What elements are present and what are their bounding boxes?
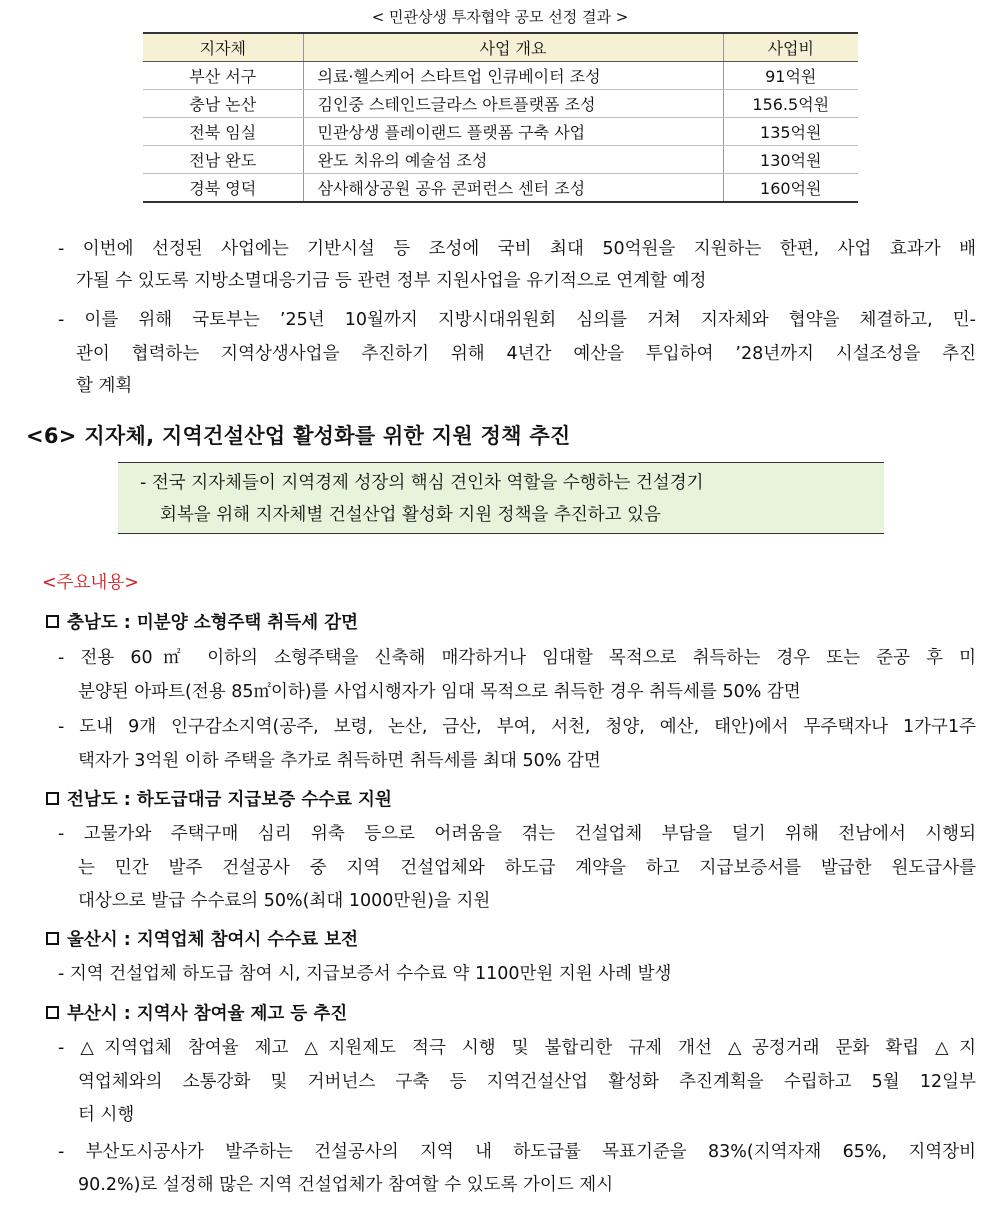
- bullet-line: - 이를 위해 국토부는 ’25년 10월까지 지방시대위원회 심의를 거쳐 지자체와 협약을 체결하고, 민-: [58, 310, 976, 330]
- summary-box: [118, 462, 884, 534]
- subheading-busan: [46, 1000, 347, 1025]
- bullet-line: 역업체와의 소통강화 및 거버넌스 구축 등 지역건설산업 활성화 추진계획을 수립하고 5월 12일부: [78, 1072, 976, 1092]
- checkbox-square-icon: [46, 792, 59, 805]
- cell-summary: 완도 치유의 예술섬 조성: [303, 146, 723, 174]
- bullet-line: - 도내 9개 인구감소지역(공주, 보령, 논산, 금산, 부여, 서천, 청양, 예산, 태안)에서 무주택자나 1가구1주: [58, 717, 976, 737]
- main-content-label: <주요내용>: [42, 573, 139, 593]
- cell-summary: 김인중 스테인드글라스 아트플랫폼 조성: [303, 90, 723, 118]
- bullet-line: 분양된 아파트(전용 85㎡이하)를 사업시행자가 임대 목적으로 취득한 경우 취득세를 50% 감면: [78, 682, 801, 702]
- header-summary: 사업 개요: [303, 33, 723, 62]
- bullet-line: - 고물가와 주택구매 심리 위축 등으로 어려움을 겪는 건설업체 부담을 덜기 위해 전남에서 시행되: [58, 824, 976, 844]
- cell-region: 충남 논산: [143, 90, 303, 118]
- cell-region: 전북 임실: [143, 118, 303, 146]
- table-caption: < 민관상생 투자협약 공모 선정 결과 >: [371, 8, 629, 26]
- bullet-line: 택자가 3억원 이하 주택을 추가로 취득하면 취득세를 최대 50% 감면: [78, 751, 601, 771]
- header-budget: 사업비: [723, 33, 858, 62]
- subheading-text: 전남도 : 하도급대금 지급보증 수수료 지원: [67, 790, 392, 810]
- table-row: [143, 146, 858, 174]
- selection-result-table: [143, 32, 858, 203]
- header-region: 지자체: [143, 33, 303, 62]
- bullet-line: 할 계획: [76, 376, 133, 396]
- checkbox-square-icon: [46, 1006, 59, 1019]
- subheading-text: 충남도 : 미분양 소형주택 취득세 감면: [67, 613, 359, 633]
- bullet-line: - 전용 60㎡ 이하의 소형주택을 신축해 매각하거나 임대할 목적으로 취득하는 경우 또는 준공 후 미: [58, 648, 976, 668]
- cell-region: 전남 완도: [143, 146, 303, 174]
- checkbox-square-icon: [46, 932, 59, 945]
- bullet-line: 는 민간 발주 건설공사 중 지역 건설업체와 하도급 계약을 하고 지급보증서를 발급한 원도급사를: [78, 858, 976, 878]
- checkbox-square-icon: [46, 615, 59, 628]
- summary-line: - 전국 지자체들이 지역경제 성장의 핵심 견인차 역할을 수행하는 건설경기: [140, 473, 704, 493]
- cell-summary: 의료·헬스케어 스타트업 인큐베이터 조성: [303, 62, 723, 90]
- subheading-chungnam: [46, 609, 358, 634]
- cell-budget: 156.5억원: [723, 90, 858, 118]
- bullet-line: - 부산도시공사가 발주하는 건설공사의 지역 내 하도급률 목표기준을 83%(지역자재 65%, 지역장비: [58, 1142, 976, 1162]
- table-row: [143, 174, 858, 203]
- cell-summary: 민관상생 플레이랜드 플랫폼 구축 사업: [303, 118, 723, 146]
- bullet-line: 관이 협력하는 지역상생사업을 추진하기 위해 4년간 예산을 투입하여 ’28년까지 시설조성을 추진: [76, 344, 976, 364]
- cell-summary: 삼사해상공원 공유 콘퍼런스 센터 조성: [303, 174, 723, 203]
- cell-region: 경북 영덕: [143, 174, 303, 203]
- bullet-line: 대상으로 발급 수수료의 50%(최대 1000만원)을 지원: [78, 891, 491, 911]
- cell-budget: 160억원: [723, 174, 858, 203]
- cell-budget: 135억원: [723, 118, 858, 146]
- cell-budget: 91억원: [723, 62, 858, 90]
- section-heading: <6> 지자체, 지역건설산업 활성화를 위한 지원 정책 추진: [26, 424, 571, 448]
- bullet-line: - 지역 건설업체 하도급 참여 시, 지급보증서 수수료 약 1100만원 지원 사례 발생: [58, 964, 672, 984]
- bullet-line: 가될 수 있도록 지방소멸대응기금 등 관련 정부 지원사업을 유기적으로 연계할 예정: [76, 271, 707, 291]
- bullet-line: 터 시행: [78, 1105, 135, 1125]
- subheading-text: 부산시 : 지역사 참여율 제고 등 추진: [67, 1004, 348, 1024]
- bullet-line: - △지역업체 참여율 제고 △지원제도 적극 시행 및 불합리한 규제 개선 △공정거래 문화 확립 △지: [58, 1038, 976, 1058]
- cell-region: 부산 서구: [143, 62, 303, 90]
- table-row: [143, 62, 858, 90]
- summary-line: 회복을 위해 지자체별 건설산업 활성화 지원 정책을 추진하고 있음: [160, 505, 661, 525]
- table-row: [143, 90, 858, 118]
- subheading-jeonnam: [46, 786, 392, 811]
- cell-budget: 130억원: [723, 146, 858, 174]
- table-header-row: [143, 33, 858, 62]
- table-row: [143, 118, 858, 146]
- bullet-line: - 이번에 선정된 사업에는 기반시설 등 조성에 국비 최대 50억원을 지원하는 한편, 사업 효과가 배: [58, 239, 976, 259]
- subheading-text: 울산시 : 지역업체 참여시 수수료 보전: [67, 930, 359, 950]
- bullet-line: 90.2%)로 설정해 많은 지역 건설업체가 참여할 수 있도록 가이드 제시: [78, 1175, 614, 1195]
- subheading-ulsan: [46, 926, 358, 951]
